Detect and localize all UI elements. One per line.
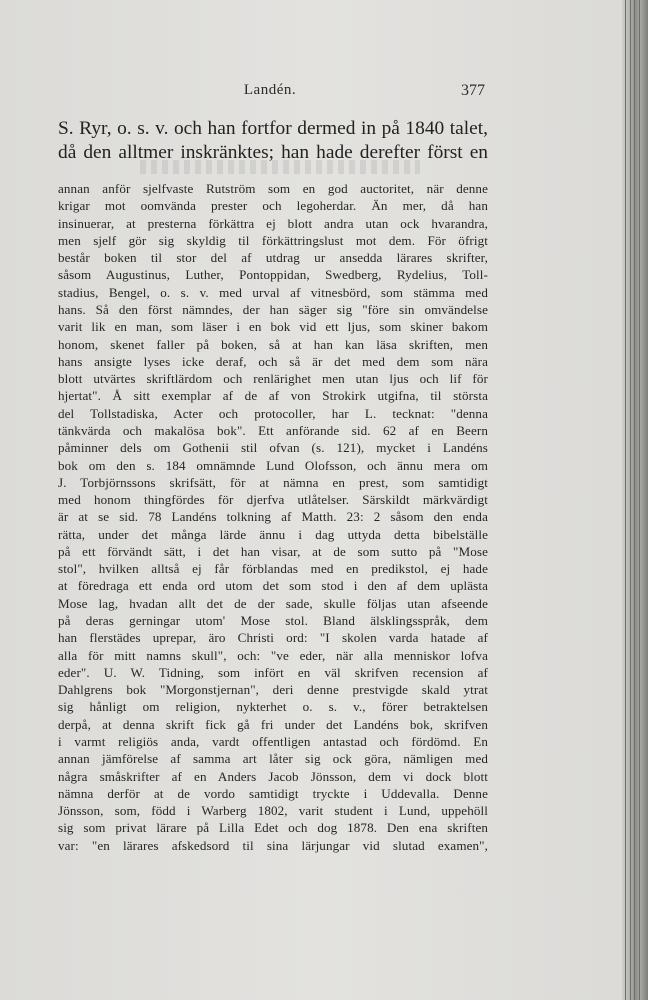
text-line: krigar mot oomvända prester och legoherdar. Än mer, då han	[58, 198, 488, 214]
text-line: är at se sid. 78 Landéns tolkning af Matth. 23: 2 såsom den enda	[58, 509, 488, 525]
text-line: hjertat". Å sitt exemplar af de af von Strokirk utgifna, til största	[58, 388, 488, 404]
page-edge-line	[625, 0, 626, 1000]
small-type-paragraph	[58, 180, 488, 854]
text-line: tänkvärda och makalösa bok". Ett anförande sid. 62 af en Beern	[58, 422, 488, 438]
text-line: på deras gerningar utom' Mose stol. Bland älsklingsspråk, dem	[58, 613, 488, 629]
text-line: med honom thingfördes för djerfva utlåtelser. Särskildt märkvärdigt	[58, 492, 488, 508]
text-line: hans ansigte lyses icke deraf, och så är det med dem som nära	[58, 353, 488, 369]
text-line: insinuerar, at presterna förkättra ej blott andra utan ock hvarandra,	[58, 215, 488, 231]
text-line: men sjelf gör sig skyldig til förkättringslust mot dem. För öfrigt	[58, 232, 488, 248]
page-edge-line	[639, 0, 640, 1000]
text-line: i varmt religiös anda, vardt offentligen antastad och fördömd. En	[58, 734, 488, 749]
text-line: alla för mitt namns skull", och: "ve eder, när alla menniskor lofva	[58, 647, 488, 663]
text-line: annan jämförelse af samma art låter sig ock göra, nämligen med	[58, 751, 488, 767]
text-line: del Tollstadiska, Acter och protocoller, har L. tecknat: "denna	[58, 405, 488, 421]
text-line: at föredraga ett enda ord utom det som stod i den af dem uplästa	[58, 578, 488, 594]
text-line: sig hånligt om religion, nykterhet o. s. v., förer betraktelsen	[58, 699, 488, 715]
text-line: stol", hvilken alltså ej får förblandas med en predikstol, ej hade	[58, 561, 488, 577]
text-line: varit lik en man, som läser i en bok vid ett ljus, som skiner bakom	[58, 319, 488, 335]
text-line: var: "en lärares afskedsord til sina lärjungar vid slutad examen",	[58, 837, 488, 853]
text-line: Jönsson, som, född i Warberg 1802, varit student i Lund, uppehöll	[58, 803, 488, 819]
text-line: rätta, under det många lärde ännu i dag uttyda detta bibelställe	[58, 526, 488, 542]
text-line: han flerstädes uprepar, äro Christi ord: "I skolen varda hatade af	[58, 630, 488, 646]
text-line: Mose lag, hvadan allt det de der sade, skulle följas utan afseende	[58, 595, 488, 611]
large-type-paragraph	[58, 117, 488, 165]
text-line: såsom Augustinus, Luther, Pontoppidan, Swedberg, Rydelius, Toll-	[58, 267, 488, 283]
text-line: S. Ryr, o. s. v. och han fortfor dermed in på 1840 talet,	[58, 118, 488, 139]
text-line: eder". U. W. Tidning, som infört en väl skrifven recension af	[58, 664, 488, 680]
text-line: påminner dels om Gothenii stil ofvan (s. 121), mycket i Landéns	[58, 440, 488, 456]
text-line: sig som privat lärare på Lilla Edet och dog 1878. Den ena skriften	[58, 820, 488, 836]
page-number: 377	[461, 82, 485, 99]
page-header	[55, 82, 485, 102]
text-line: hans. Så den först nämndes, der han säger sig "före sin omvändelse	[58, 301, 488, 317]
text-line: derpå, at denna skrift fick gå fri under det Landéns bok, skrifven	[58, 716, 488, 732]
text-line: stadius, Bengel, o. s. v. med urval af vitnesbörd, som stämma med	[58, 284, 488, 300]
text-line: några småskrifter af en Anders Jacob Jönsson, dem vi dock blott	[58, 768, 488, 784]
text-line: nämna derför at de vordo samtidigt tryckte i Uddevalla. Denne	[58, 785, 488, 801]
text-line: blott utvärtes skriftlärdom och renlärighet men utan ljus och lif för	[58, 371, 488, 387]
text-line: då den alltmer inskränktes; han hade derefter först en	[58, 142, 488, 163]
text-line: annan anför sjelfvaste Rutström som en god auctoritet, när denne	[58, 181, 488, 196]
text-line: består boken til stor del af utdrag ur ansedda lärares skrifter,	[58, 250, 488, 266]
text-line: honom, skenet faller på boken, så at han kan läsa skriften, men	[58, 336, 488, 352]
text-line: J. Torbjörnssons skrifsätt, för at nämna en prest, som samtidigt	[58, 474, 488, 490]
text-line: Dahlgrens bok "Morgonstjernan", deri denne prestvigde skald ytrat	[58, 682, 488, 698]
running-title: Landén.	[243, 82, 297, 98]
text-line: bok om den s. 184 omnämnde Lund Olofsson, och ännu mera om	[58, 457, 488, 473]
page-edge-line	[630, 0, 631, 1000]
text-line: på ett förvändt sätt, i det han visar, at de som sutto på "Mose	[58, 543, 488, 559]
page-edge-line	[634, 0, 635, 1000]
book-page-edge	[622, 0, 648, 1000]
